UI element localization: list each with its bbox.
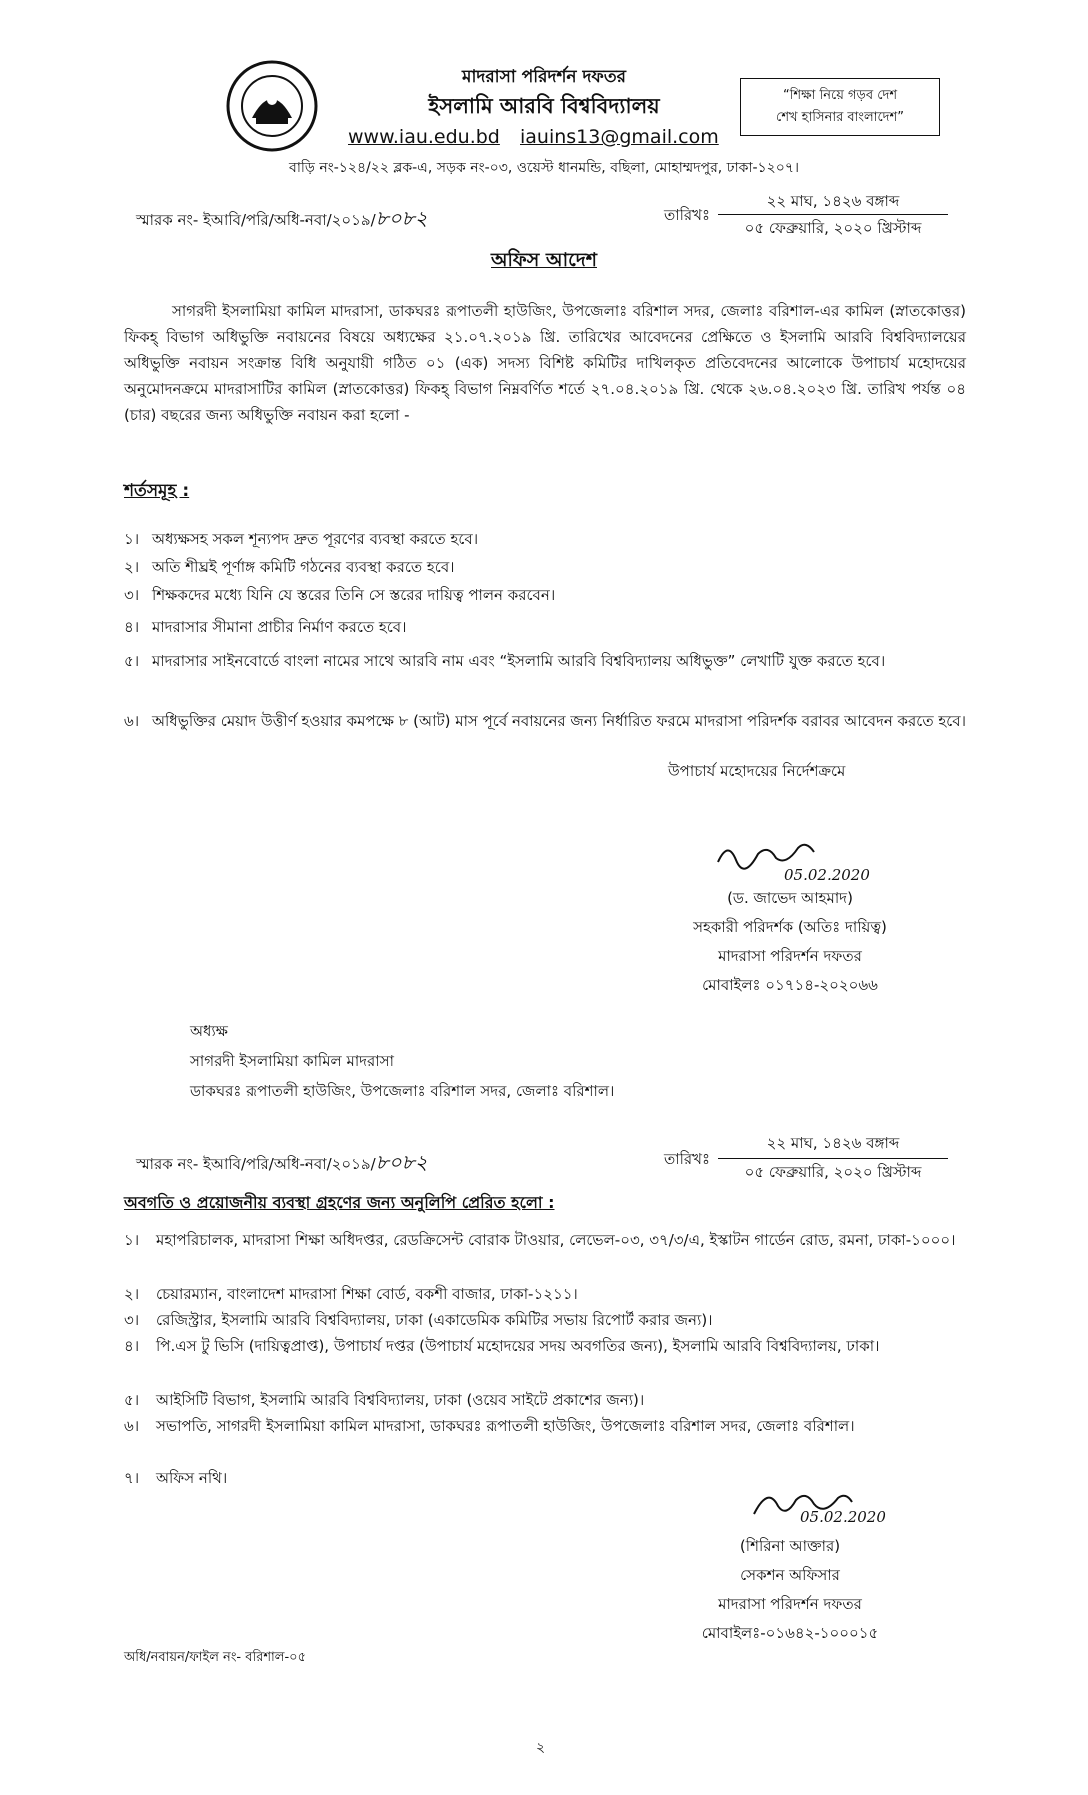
copy-item: ৫। আইসিটি বিভাগ, ইসলামি আরবি বিশ্ববিদ্যালয়, ঢাকা (ওয়েব সাইটে প্রকাশের জন্য)। [124,1391,645,1409]
memo-reference-2 [136,1148,428,1181]
copy-item: ২। চেয়ারম্যান, বাংলাদেশ মাদরাসা শিক্ষা বোর্ড, বকশী বাজার, ঢাকা-১২১১। [124,1285,578,1303]
body-paragraph: সাগরদী ইসলামিয়া কামিল মাদরাসা, ডাকঘরঃ রূপাতলী হাউজিং, উপজেলাঃ বরিশাল সদর, জেলাঃ বরিশাল-এর কামিল (স্নাতকোত্তর) ফিকহ্ বিভাগ অধিভুক্তি নবায়নের বিষয়ে অধ্যক্ষের ২১.০৭.২০১৯ খ্রি. তারিখের আবেদনের প্রেক্ষিতে ও ইসলামি আরবি বিশ্ববিদ্যালয়ের অধিভুক্তি নবায়ন সংক্রান্ত বিধি অনুযায়ী গঠিত ০১ (এক) সদস্য বিশিষ্ট কমিটির দাখিলকৃত প্রতিবেদনের আলোকে উপাচার্য মহোদয়ের অনুমোদনক্রমে মাদরাসাটির কামিল (স্নাতকোত্তর) ফিকহ্ বিভাগ নিম্নবর্ণিত শর্তে ২৭.০৪.২০১৯ খ্রি. থেকে ২৬.০৪.২০২৩ খ্রি. তারিখ পর্যন্ত ০৪ (চার) বছরের জন্য অধিভুক্তি নবায়ন করা হলো - [124,302,966,424]
recipient-address: ডাকঘরঃ রূপাতলী হাউজিং, উপজেলাঃ বরিশাল সদর, জেলাঃ বরিশাল। [190,1082,615,1100]
slogan-line-1: “শিক্ষা নিয়ে গড়ব দেশ [782,88,898,103]
page-number: ২ [536,1740,546,1756]
memo-number-handwritten: ৮০৮২ [375,206,428,230]
slogan-line-2: শেখ হাসিনার বাংলাদেশ” [776,110,904,125]
signature-1-date: 05.02.2020 [784,866,870,884]
copy-item: ৩। রেজিস্ট্রার, ইসলামি আরবি বিশ্ববিদ্যালয়, ঢাকা (একাডেমিক কমিটির সভায় রিপোর্ট করার জন্য)। [124,1311,713,1329]
conditions-heading: শর্তসমূহ : [124,481,190,501]
by-order-line: উপাচার্য মহোদয়ের নির্দেশক্রমে [668,762,846,780]
recipient-block [190,1016,614,1106]
copies-heading: অবগতি ও প্রয়োজনীয় ব্যবস্থা গ্রহণের জন্য অনুলিপি প্রেরিত হলো : [124,1193,555,1212]
date-gregorian-2: ০৫ ফেব্রুয়ারি, ২০২০ খ্রিস্টাব্দ [718,1158,948,1186]
signer-1-name: (ড. জাভেদ আহমাদ) [727,889,853,907]
condition-item: ১। অধ্যক্ষসহ সকল শূন্যপদ দ্রুত পূরণের ব্যবস্থা করতে হবে। [124,530,479,548]
memo-reference [136,204,428,237]
date-label-2: তারিখঃ [664,1150,710,1168]
memo-2-number-handwritten: ৮০৮২ [375,1150,428,1174]
signer-2-name: (শিরিনা আক্তার) [739,1537,841,1555]
signer-1-block [640,884,940,1000]
office-address: বাড়ি নং-১২৪/২২ ব্লক-এ, সড়ক নং-০৩, ওয়েস্ট ধানমন্ডি, বছিলা, মোহাম্মদপুর, ঢাকা-১২০৭। [289,160,799,176]
document-title: অফিস আদেশ [491,249,597,271]
memo-2-label: স্মারক নং- ইআবি/পরি/অধি-নবা/২০১৯/ [136,1155,376,1173]
office-name: মাদরাসা পরিদর্শন দফতর [462,67,626,87]
slogan-box [740,78,940,136]
file-number: অধি/নবায়ন/ফাইল নং- বরিশাল-০৫ [124,1650,307,1665]
memo-label: স্মারক নং- ইআবি/পরি/অধি-নবা/২০১৯/ [136,211,376,229]
website-link[interactable]: www.iau.edu.bd [348,126,500,148]
signer-2-designation: সেকশন অফিসার [740,1566,840,1584]
signer-2-mobile: মোবাইলঃ-০১৬৪২-১০০০১৫ [701,1624,879,1642]
copy-item: ৭। অফিস নথি। [124,1469,228,1487]
date-bangla-2: ২২ মাঘ, ১৪২৬ বঙ্গাব্দ [766,1134,900,1152]
recipient-title: অধ্যক্ষ [190,1022,228,1040]
email-link[interactable]: iauins13@gmail.com [520,126,719,148]
date-bangla: ২২ মাঘ, ১৪২৬ বঙ্গাব্দ [766,192,900,210]
copy-item: ৪। পি.এস টু ভিসি (দায়িত্বপ্রাপ্ত), উপাচার্য দপ্তর (উপাচার্য মহোদয়ের সদয় অবগতির জন্য), ইসলামি আরবি বিশ্ববিদ্যালয়, ঢাকা। [124,1337,880,1355]
copy-item: ৬। সভাপতি, সাগরদী ইসলামিয়া কামিল মাদরাসা, ডাকঘরঃ রূপাতলী হাউজিং, উপজেলাঃ বরিশাল সদর, জেলাঃ বরিশাল। [124,1417,855,1435]
university-name: ইসলামি আরবি বিশ্ববিদ্যালয় [428,94,660,118]
signer-2-block [650,1532,930,1648]
signer-1-designation: সহকারী পরিদর্শক (অতিঃ দায়িত্ব) [693,918,887,936]
date-gregorian: ০৫ ফেব্রুয়ারি, ২০২০ খ্রিস্টাব্দ [718,214,948,242]
signature-2-date: 05.02.2020 [800,1508,886,1526]
signer-1-office: মাদরাসা পরিদর্শন দফতর [718,947,862,965]
date-label: তারিখঃ [664,206,710,224]
recipient-institution: সাগরদী ইসলামিয়া কামিল মাদরাসা [190,1052,394,1070]
condition-item: ৪। মাদরাসার সীমানা প্রাচীর নির্মাণ করতে হবে। [124,618,407,636]
signer-1-mobile: মোবাইলঃ ০১৭১৪-২০২০৬৬ [702,976,878,994]
condition-item: ৫। মাদরাসার সাইনবোর্ডে বাংলা নামের সাথে আরবি নাম এবং “ইসলামি আরবি বিশ্ববিদ্যালয় অধিভুক্ত” লেখাটি যুক্ত করতে হবে। [124,652,886,670]
condition-item: ২। অতি শীঘ্রই পূর্ণাঙ্গ কমিটি গঠনের ব্যবস্থা করতে হবে। [124,558,455,576]
condition-item: ৬। অধিভুক্তির মেয়াদ উত্তীর্ণ হওয়ার কমপক্ষে ৮ (আট) মাস পূর্বে নবায়নের জন্য নির্ধারিত ফরমে মাদরাসা পরিদর্শক বরাবর আবেদন করতে হবে। [124,712,966,730]
signer-2-office: মাদরাসা পরিদর্শন দফতর [718,1595,862,1613]
copy-item: ১। মহাপরিচালক, মাদরাসা শিক্ষা অধিদপ্তর, রেডক্রিসেন্ট বোরাক টাওয়ার, লেভেল-০৩, ৩৭/৩/এ, ইস্কাটন গার্ডেন রোড, রমনা, ঢাকা-১০০০। [124,1231,956,1249]
condition-item: ৩। শিক্ষকদের মধ্যে যিনি যে স্তরের তিনি সে স্তরের দায়িত্ব পালন করবেন। [124,586,556,604]
